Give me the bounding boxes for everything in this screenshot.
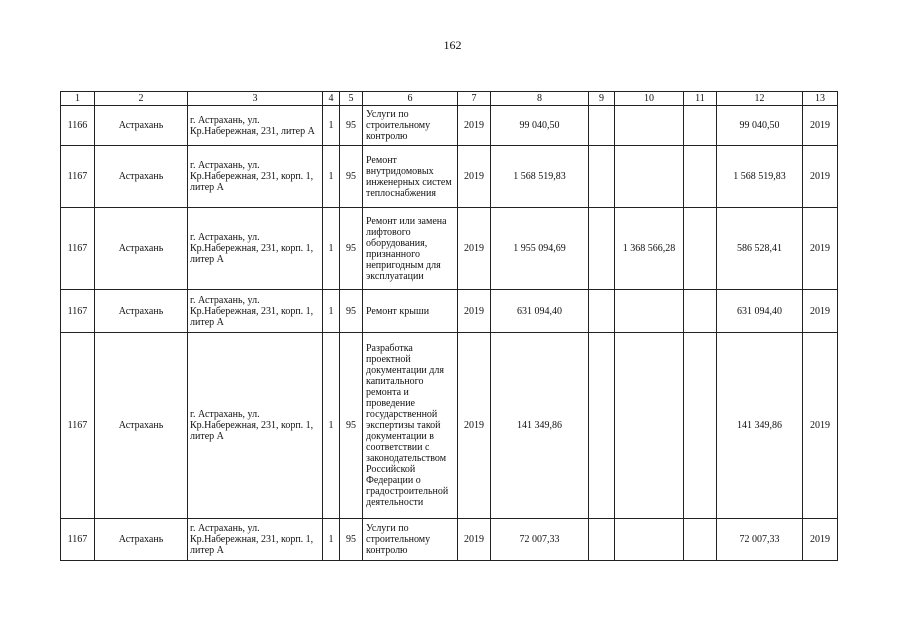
column-header: 13 <box>803 92 838 106</box>
cell-work: Разработка проектной документации для капитального ремонта и проведение государственной экспертизы такой документации в соответствии с законодательством Российской Федерации о градостроительной деятельности <box>363 333 458 519</box>
cell-c11 <box>684 519 717 561</box>
cell-c4: 1 <box>323 519 340 561</box>
cell-c11 <box>684 290 717 333</box>
cell-c8: 141 349,86 <box>491 333 589 519</box>
table-row <box>61 208 838 290</box>
page-number: 162 <box>443 38 462 52</box>
cell-id: 1167 <box>61 519 95 561</box>
column-header: 10 <box>615 92 684 106</box>
cell-address: г. Астрахань, ул. Кр.Набережная, 231, корп. 1, литер А <box>188 208 323 290</box>
cell-c11 <box>684 106 717 146</box>
cell-c12: 586 528,41 <box>717 208 803 290</box>
cell-city: Астрахань <box>95 519 188 561</box>
cell-c10: 1 368 566,28 <box>615 208 684 290</box>
cell-c9 <box>589 290 615 333</box>
cell-c9 <box>589 146 615 208</box>
cell-c4: 1 <box>323 146 340 208</box>
cell-c5: 95 <box>340 146 363 208</box>
column-header: 3 <box>188 92 323 106</box>
cell-c10 <box>615 333 684 519</box>
cell-year: 2019 <box>458 208 491 290</box>
cell-work: Ремонт крыши <box>363 290 458 333</box>
table-row <box>61 146 838 208</box>
cell-c5: 95 <box>340 290 363 333</box>
column-header: 2 <box>95 92 188 106</box>
column-header: 8 <box>491 92 589 106</box>
cell-c9 <box>589 106 615 146</box>
cell-c13: 2019 <box>803 106 838 146</box>
cell-city: Астрахань <box>95 208 188 290</box>
table-row <box>61 519 838 561</box>
column-header: 9 <box>589 92 615 106</box>
cell-address: г. Астрахань, ул. Кр.Набережная, 231, корп. 1, литер А <box>188 519 323 561</box>
table-row <box>61 333 838 519</box>
column-header: 11 <box>684 92 717 106</box>
cell-city: Астрахань <box>95 290 188 333</box>
cell-address: г. Астрахань, ул. Кр.Набережная, 231, корп. 1, литер А <box>188 146 323 208</box>
cell-year: 2019 <box>458 519 491 561</box>
cell-c13: 2019 <box>803 208 838 290</box>
cell-c4: 1 <box>323 208 340 290</box>
cell-c4: 1 <box>323 290 340 333</box>
cell-c8: 1 568 519,83 <box>491 146 589 208</box>
cell-c9 <box>589 208 615 290</box>
cell-c13: 2019 <box>803 519 838 561</box>
cell-c12: 72 007,33 <box>717 519 803 561</box>
cell-work: Услуги по строительному контролю <box>363 106 458 146</box>
cell-c13: 2019 <box>803 333 838 519</box>
cell-c10 <box>615 519 684 561</box>
table-row <box>61 290 838 333</box>
cell-c8: 1 955 094,69 <box>491 208 589 290</box>
cell-c12: 99 040,50 <box>717 106 803 146</box>
cell-c12: 1 568 519,83 <box>717 146 803 208</box>
cell-city: Астрахань <box>95 106 188 146</box>
cell-year: 2019 <box>458 146 491 208</box>
cell-id: 1167 <box>61 290 95 333</box>
column-header: 4 <box>323 92 340 106</box>
cell-c13: 2019 <box>803 146 838 208</box>
cell-c4: 1 <box>323 106 340 146</box>
column-header: 7 <box>458 92 491 106</box>
table-row <box>61 106 838 146</box>
column-header: 12 <box>717 92 803 106</box>
cell-year: 2019 <box>458 290 491 333</box>
cell-c4: 1 <box>323 333 340 519</box>
cell-id: 1167 <box>61 333 95 519</box>
cell-year: 2019 <box>458 106 491 146</box>
cell-c5: 95 <box>340 333 363 519</box>
cell-c5: 95 <box>340 519 363 561</box>
cell-city: Астрахань <box>95 333 188 519</box>
cell-c11 <box>684 333 717 519</box>
cell-id: 1167 <box>61 146 95 208</box>
cell-c9 <box>589 519 615 561</box>
cell-c11 <box>684 208 717 290</box>
cell-c5: 95 <box>340 106 363 146</box>
cell-id: 1166 <box>61 106 95 146</box>
cell-c9 <box>589 333 615 519</box>
column-header: 6 <box>363 92 458 106</box>
cell-c10 <box>615 106 684 146</box>
cell-c12: 141 349,86 <box>717 333 803 519</box>
cell-c8: 72 007,33 <box>491 519 589 561</box>
column-header: 1 <box>61 92 95 106</box>
cell-c13: 2019 <box>803 290 838 333</box>
cell-address: г. Астрахань, ул. Кр.Набережная, 231, корп. 1, литер А <box>188 290 323 333</box>
column-header: 5 <box>340 92 363 106</box>
header-row <box>61 92 838 106</box>
cell-address: г. Астрахань, ул. Кр.Набережная, 231, литер А <box>188 106 323 146</box>
cell-address: г. Астрахань, ул. Кр.Набережная, 231, корп. 1, литер А <box>188 333 323 519</box>
cell-c10 <box>615 290 684 333</box>
repair-program-table <box>60 91 838 561</box>
cell-work: Ремонт внутридомовых инженерных систем теплоснабжения <box>363 146 458 208</box>
cell-c5: 95 <box>340 208 363 290</box>
cell-city: Астрахань <box>95 146 188 208</box>
cell-c8: 99 040,50 <box>491 106 589 146</box>
cell-c12: 631 094,40 <box>717 290 803 333</box>
cell-id: 1167 <box>61 208 95 290</box>
cell-c11 <box>684 146 717 208</box>
cell-c8: 631 094,40 <box>491 290 589 333</box>
cell-work: Ремонт или замена лифтового оборудования, признанного непригодным для эксплуатации <box>363 208 458 290</box>
cell-work: Услуги по строительному контролю <box>363 519 458 561</box>
cell-year: 2019 <box>458 333 491 519</box>
cell-c10 <box>615 146 684 208</box>
